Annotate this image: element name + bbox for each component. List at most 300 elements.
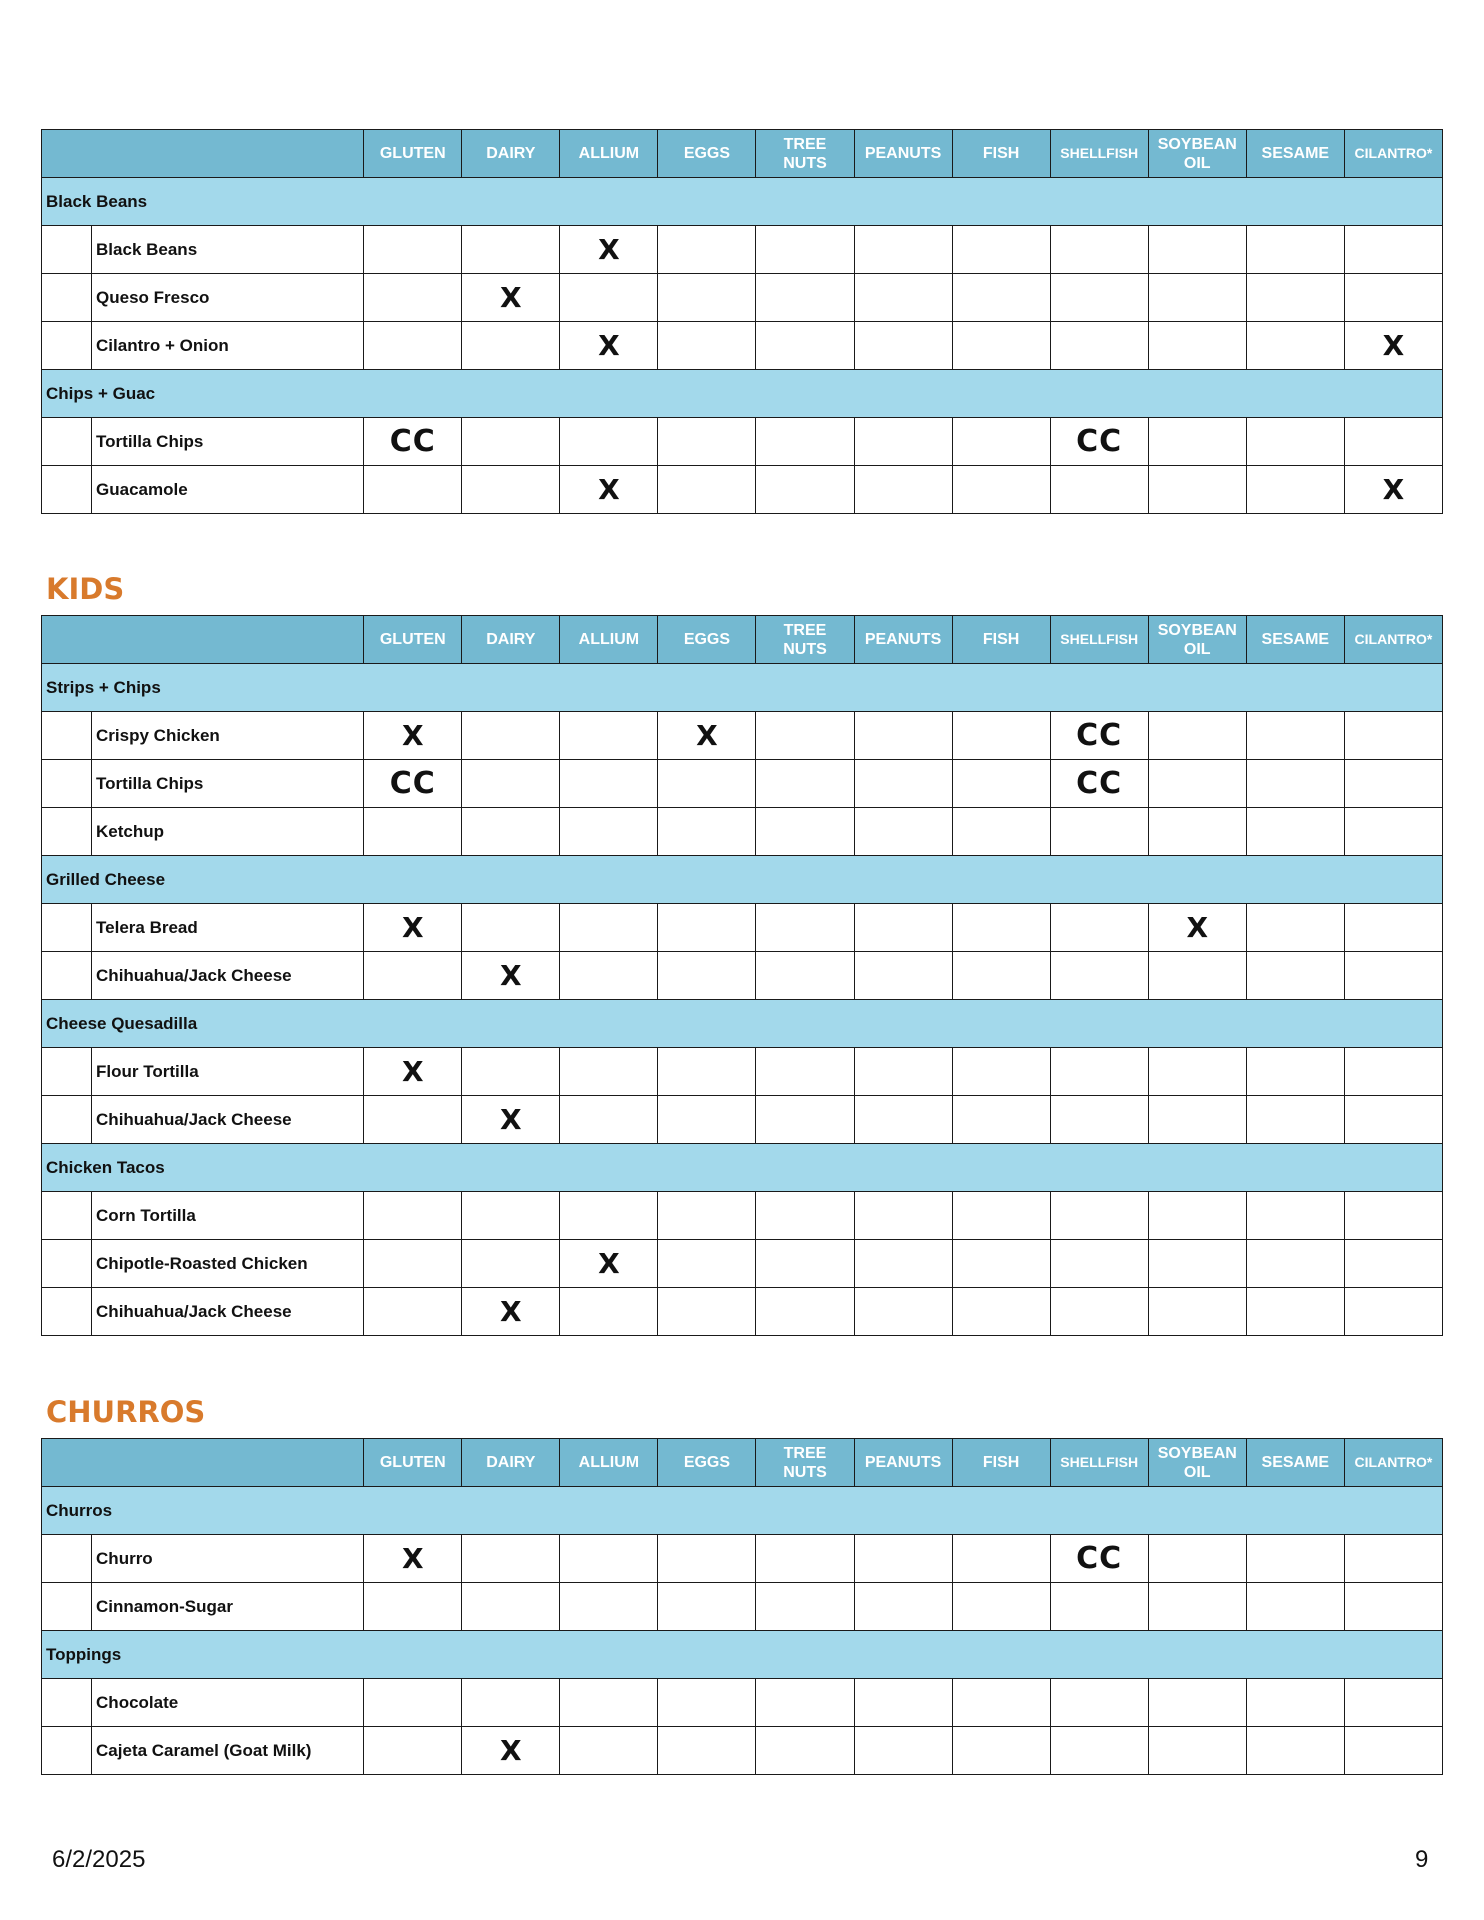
header-blank-cell (42, 616, 364, 664)
allergen-cell (1246, 1240, 1344, 1288)
item-name: Queso Fresco (92, 274, 364, 322)
column-header: SOYBEAN OIL (1148, 1439, 1246, 1487)
allergen-cell (462, 1192, 560, 1240)
allergen-cell (658, 1583, 756, 1631)
allergen-cell (952, 466, 1050, 514)
indent-cell (42, 226, 92, 274)
column-header: SESAME (1246, 1439, 1344, 1487)
allergen-mark: X (364, 1535, 462, 1583)
group-name: Cheese Quesadilla (42, 1000, 1443, 1048)
column-header: FISH (952, 1439, 1050, 1487)
allergen-cell (1050, 466, 1148, 514)
allergen-cell (462, 1583, 560, 1631)
allergen-cell (1246, 904, 1344, 952)
allergen-cell (658, 1240, 756, 1288)
allergen-mark: CC (1050, 712, 1148, 760)
column-header: SHELLFISH (1050, 130, 1148, 178)
group-row (42, 856, 1443, 904)
allergen-cell (1246, 322, 1344, 370)
item-name: Crispy Chicken (92, 712, 364, 760)
allergen-cell (364, 1583, 462, 1631)
table-row (42, 466, 1443, 514)
allergen-cell (1246, 466, 1344, 514)
indent-cell (42, 1240, 92, 1288)
allergen-cell (952, 418, 1050, 466)
allergen-cell (1246, 808, 1344, 856)
allergen-mark: CC (1050, 1535, 1148, 1583)
allergen-mark: CC (1050, 760, 1148, 808)
allergen-cell (1344, 226, 1442, 274)
allergen-cell (1344, 1288, 1442, 1336)
allergen-section-sides (41, 129, 1443, 514)
allergen-cell (1246, 1288, 1344, 1336)
header-row (42, 1439, 1443, 1487)
allergen-cell (658, 1679, 756, 1727)
column-header: TREE NUTS (756, 1439, 854, 1487)
allergen-cell (854, 760, 952, 808)
indent-cell (42, 904, 92, 952)
allergen-cell (1050, 226, 1148, 274)
allergen-table (41, 1438, 1443, 1775)
column-header: FISH (952, 616, 1050, 664)
column-header: SHELLFISH (1050, 616, 1148, 664)
indent-cell (42, 322, 92, 370)
allergen-cell (658, 1288, 756, 1336)
allergen-cell (364, 952, 462, 1000)
allergen-cell (756, 1679, 854, 1727)
allergen-mark: X (364, 904, 462, 952)
indent-cell (42, 1535, 92, 1583)
column-header: CILANTRO* (1344, 130, 1442, 178)
allergen-cell (364, 1192, 462, 1240)
allergen-cell (854, 1679, 952, 1727)
allergen-cell (1344, 904, 1442, 952)
allergen-cell (854, 952, 952, 1000)
allergen-cell (756, 1583, 854, 1631)
allergen-cell (560, 1288, 658, 1336)
allergen-cell (462, 712, 560, 760)
item-name: Cilantro + Onion (92, 322, 364, 370)
allergen-cell (1344, 1096, 1442, 1144)
allergen-cell (560, 1096, 658, 1144)
table-row (42, 1727, 1443, 1775)
column-header: SOYBEAN OIL (1148, 616, 1246, 664)
indent-cell (42, 712, 92, 760)
table-row (42, 274, 1443, 322)
allergen-cell (854, 226, 952, 274)
allergen-cell (952, 1096, 1050, 1144)
allergen-cell (1148, 1288, 1246, 1336)
column-header: DAIRY (462, 130, 560, 178)
allergen-mark: X (658, 712, 756, 760)
allergen-cell (658, 904, 756, 952)
allergen-cell (658, 808, 756, 856)
allergen-cell (1246, 1192, 1344, 1240)
group-row (42, 1000, 1443, 1048)
table-row (42, 808, 1443, 856)
column-header: ALLIUM (560, 130, 658, 178)
item-name: Ketchup (92, 808, 364, 856)
table-row (42, 226, 1443, 274)
allergen-mark: X (462, 1727, 560, 1775)
allergen-cell (462, 760, 560, 808)
allergen-cell (952, 952, 1050, 1000)
allergen-cell (658, 1192, 756, 1240)
allergen-cell (1148, 418, 1246, 466)
allergen-cell (756, 1288, 854, 1336)
allergen-cell (1246, 1679, 1344, 1727)
allergen-cell (462, 466, 560, 514)
allergen-cell (1344, 418, 1442, 466)
group-name: Grilled Cheese (42, 856, 1443, 904)
allergen-cell (560, 952, 658, 1000)
allergen-cell (952, 226, 1050, 274)
allergen-cell (854, 1535, 952, 1583)
allergen-cell (658, 1535, 756, 1583)
allergen-cell (364, 1096, 462, 1144)
group-name: Black Beans (42, 178, 1443, 226)
allergen-cell (756, 952, 854, 1000)
allergen-cell (854, 1048, 952, 1096)
allergen-cell (854, 808, 952, 856)
allergen-cell (462, 1535, 560, 1583)
allergen-cell (854, 322, 952, 370)
allergen-cell (1344, 1048, 1442, 1096)
allergen-cell (560, 808, 658, 856)
allergen-cell (1148, 1535, 1246, 1583)
allergen-cell (1344, 274, 1442, 322)
allergen-cell (364, 1288, 462, 1336)
indent-cell (42, 808, 92, 856)
allergen-cell (1148, 952, 1246, 1000)
allergen-cell (756, 904, 854, 952)
allergen-cell (952, 1048, 1050, 1096)
allergen-cell (462, 904, 560, 952)
allergen-cell (560, 1583, 658, 1631)
item-name: Chihuahua/Jack Cheese (92, 1096, 364, 1144)
allergen-cell (560, 274, 658, 322)
allergen-cell (1148, 1727, 1246, 1775)
allergen-cell (1344, 808, 1442, 856)
allergen-cell (1246, 712, 1344, 760)
allergen-mark: X (560, 1240, 658, 1288)
header-row (42, 130, 1443, 178)
allergen-cell (462, 1240, 560, 1288)
group-name: Chips + Guac (42, 370, 1443, 418)
table-row (42, 1192, 1443, 1240)
allergen-cell (364, 274, 462, 322)
item-name: Telera Bread (92, 904, 364, 952)
allergen-cell (658, 1727, 756, 1775)
allergen-cell (560, 1048, 658, 1096)
allergen-cell (364, 808, 462, 856)
column-header: CILANTRO* (1344, 1439, 1442, 1487)
table-row (42, 1240, 1443, 1288)
allergen-cell (1050, 274, 1148, 322)
allergen-table (41, 615, 1443, 1336)
allergen-cell (952, 274, 1050, 322)
allergen-cell (854, 274, 952, 322)
item-name: Guacamole (92, 466, 364, 514)
column-header: EGGS (658, 616, 756, 664)
indent-cell (42, 1048, 92, 1096)
allergen-cell (952, 322, 1050, 370)
item-name: Cinnamon-Sugar (92, 1583, 364, 1631)
allergen-cell (1344, 1192, 1442, 1240)
allergen-cell (1148, 1679, 1246, 1727)
allergen-cell (1050, 1192, 1148, 1240)
allergen-mark: X (560, 466, 658, 514)
allergen-cell (854, 1192, 952, 1240)
allergen-cell (1050, 1288, 1148, 1336)
column-header: ALLIUM (560, 616, 658, 664)
allergen-cell (756, 226, 854, 274)
allergen-cell (1050, 808, 1148, 856)
allergen-cell (854, 1583, 952, 1631)
indent-cell (42, 1288, 92, 1336)
allergen-cell (1148, 808, 1246, 856)
table-row (42, 952, 1443, 1000)
allergen-cell (854, 904, 952, 952)
column-header: ALLIUM (560, 1439, 658, 1487)
allergen-cell (1148, 274, 1246, 322)
allergen-cell (1050, 952, 1148, 1000)
allergen-cell (1050, 1048, 1148, 1096)
allergen-cell (756, 1727, 854, 1775)
table-row (42, 418, 1443, 466)
table-row (42, 712, 1443, 760)
table-row (42, 1048, 1443, 1096)
allergen-cell (1246, 760, 1344, 808)
allergen-cell (1344, 760, 1442, 808)
allergen-cell (462, 808, 560, 856)
allergen-cell (658, 1048, 756, 1096)
page-number: 9 (1415, 1846, 1429, 1873)
allergen-cell (1246, 1535, 1344, 1583)
allergen-cell (952, 1240, 1050, 1288)
indent-cell (42, 274, 92, 322)
item-name: Cajeta Caramel (Goat Milk) (92, 1727, 364, 1775)
allergen-cell (1344, 1679, 1442, 1727)
allergen-cell (854, 1096, 952, 1144)
indent-cell (42, 418, 92, 466)
indent-cell (42, 1727, 92, 1775)
item-name: Chihuahua/Jack Cheese (92, 1288, 364, 1336)
allergen-cell (952, 808, 1050, 856)
allergen-cell (854, 712, 952, 760)
allergen-mark: X (560, 322, 658, 370)
column-header: DAIRY (462, 1439, 560, 1487)
allergen-cell (1148, 1048, 1246, 1096)
allergen-cell (1148, 760, 1246, 808)
allergen-cell (658, 418, 756, 466)
allergen-cell (658, 274, 756, 322)
column-header: TREE NUTS (756, 616, 854, 664)
allergen-cell (1148, 712, 1246, 760)
column-header: SESAME (1246, 616, 1344, 664)
allergen-cell (854, 466, 952, 514)
allergen-cell (854, 1288, 952, 1336)
allergen-cell (952, 1583, 1050, 1631)
allergen-cell (658, 952, 756, 1000)
allergen-cell (1344, 1583, 1442, 1631)
table-row (42, 1288, 1443, 1336)
indent-cell (42, 1679, 92, 1727)
allergen-cell (1344, 1727, 1442, 1775)
allergen-cell (658, 1096, 756, 1144)
column-header: GLUTEN (364, 616, 462, 664)
allergen-cell (1050, 1240, 1148, 1288)
column-header: SOYBEAN OIL (1148, 130, 1246, 178)
table-row (42, 322, 1443, 370)
allergen-cell (952, 1679, 1050, 1727)
group-name: Chicken Tacos (42, 1144, 1443, 1192)
allergen-cell (462, 1048, 560, 1096)
allergen-cell (756, 466, 854, 514)
indent-cell (42, 760, 92, 808)
allergen-mark: X (462, 952, 560, 1000)
allergen-cell (756, 1096, 854, 1144)
allergen-cell (1050, 1096, 1148, 1144)
allergen-cell (462, 418, 560, 466)
group-row (42, 1631, 1443, 1679)
item-name: Churro (92, 1535, 364, 1583)
allergen-cell (1148, 466, 1246, 514)
section-title: KIDS (46, 572, 125, 606)
column-header: GLUTEN (364, 1439, 462, 1487)
allergen-cell (1148, 226, 1246, 274)
indent-cell (42, 1192, 92, 1240)
allergen-mark: X (1148, 904, 1246, 952)
allergen-mark: X (462, 1288, 560, 1336)
allergen-cell (756, 1048, 854, 1096)
column-header: GLUTEN (364, 130, 462, 178)
allergen-cell (854, 1240, 952, 1288)
allergen-cell (462, 226, 560, 274)
allergen-cell (756, 322, 854, 370)
allergen-cell (756, 1240, 854, 1288)
column-header: DAIRY (462, 616, 560, 664)
column-header: CILANTRO* (1344, 616, 1442, 664)
item-name: Tortilla Chips (92, 418, 364, 466)
allergen-cell (560, 1192, 658, 1240)
section-title: CHURROS (46, 1395, 206, 1429)
column-header: SESAME (1246, 130, 1344, 178)
table-row (42, 760, 1443, 808)
allergen-cell (462, 322, 560, 370)
indent-cell (42, 952, 92, 1000)
allergen-mark: X (560, 226, 658, 274)
allergen-cell (952, 1192, 1050, 1240)
table-row (42, 904, 1443, 952)
allergen-cell (560, 712, 658, 760)
allergen-cell (1050, 1583, 1148, 1631)
item-name: Chipotle-Roasted Chicken (92, 1240, 364, 1288)
item-name: Flour Tortilla (92, 1048, 364, 1096)
item-name: Black Beans (92, 226, 364, 274)
allergen-section-churros (41, 1390, 1443, 1775)
allergen-mark: X (462, 1096, 560, 1144)
allergen-cell (756, 712, 854, 760)
allergen-cell (756, 418, 854, 466)
allergen-mark: CC (364, 418, 462, 466)
group-row (42, 1487, 1443, 1535)
allergen-cell (756, 760, 854, 808)
allergen-cell (560, 904, 658, 952)
allergen-cell (364, 1240, 462, 1288)
allergen-cell (1344, 1535, 1442, 1583)
allergen-cell (1148, 1192, 1246, 1240)
allergen-cell (364, 1679, 462, 1727)
allergen-cell (1246, 1048, 1344, 1096)
group-name: Strips + Chips (42, 664, 1443, 712)
allergen-cell (1246, 1727, 1344, 1775)
allergen-cell (1050, 322, 1148, 370)
column-header: SHELLFISH (1050, 1439, 1148, 1487)
allergen-cell (1148, 1583, 1246, 1631)
allergen-cell (952, 1288, 1050, 1336)
allergen-cell (756, 1192, 854, 1240)
allergen-cell (952, 760, 1050, 808)
group-name: Churros (42, 1487, 1443, 1535)
allergen-cell (658, 322, 756, 370)
allergen-cell (560, 760, 658, 808)
group-row (42, 1144, 1443, 1192)
allergen-cell (364, 1727, 462, 1775)
allergen-mark: X (364, 1048, 462, 1096)
allergen-cell (756, 1535, 854, 1583)
allergen-cell (364, 466, 462, 514)
allergen-cell (1344, 712, 1442, 760)
allergen-cell (1050, 1727, 1148, 1775)
group-name: Toppings (42, 1631, 1443, 1679)
allergen-cell (952, 904, 1050, 952)
allergen-cell (658, 466, 756, 514)
allergen-mark: X (462, 274, 560, 322)
allergen-cell (560, 418, 658, 466)
allergen-cell (560, 1727, 658, 1775)
table-row (42, 1583, 1443, 1631)
allergen-cell (1246, 1096, 1344, 1144)
allergen-cell (1344, 1240, 1442, 1288)
allergen-cell (756, 274, 854, 322)
item-name: Chocolate (92, 1679, 364, 1727)
allergen-cell (854, 418, 952, 466)
allergen-mark: CC (1050, 418, 1148, 466)
allergen-cell (1050, 1679, 1148, 1727)
allergen-cell (1148, 1096, 1246, 1144)
allergen-mark: X (364, 712, 462, 760)
allergen-cell (756, 808, 854, 856)
header-blank-cell (42, 1439, 364, 1487)
allergen-cell (364, 226, 462, 274)
allergen-cell (1148, 1240, 1246, 1288)
indent-cell (42, 466, 92, 514)
allergen-table (41, 129, 1443, 514)
allergen-cell (854, 1727, 952, 1775)
allergen-cell (364, 322, 462, 370)
allergen-cell (658, 760, 756, 808)
allergen-mark: CC (364, 760, 462, 808)
table-row (42, 1679, 1443, 1727)
item-name: Corn Tortilla (92, 1192, 364, 1240)
allergen-cell (1246, 226, 1344, 274)
item-name: Tortilla Chips (92, 760, 364, 808)
group-row (42, 664, 1443, 712)
indent-cell (42, 1096, 92, 1144)
column-header: PEANUTS (854, 130, 952, 178)
group-row (42, 178, 1443, 226)
